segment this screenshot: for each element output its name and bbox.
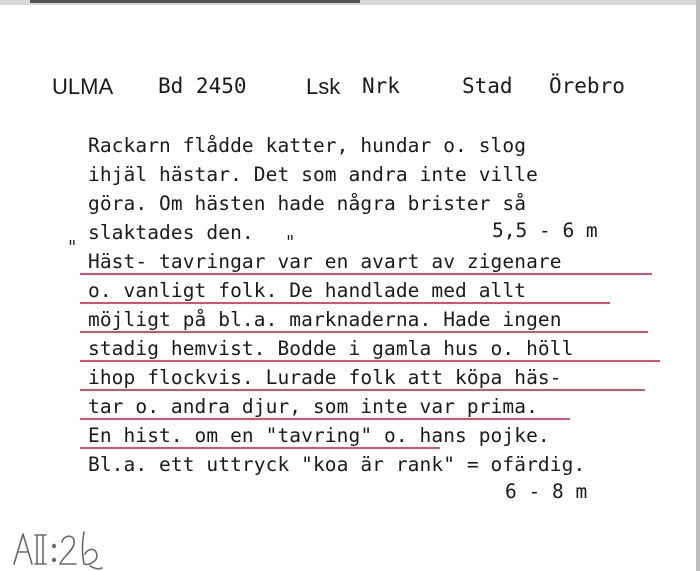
underline-2 [80, 302, 610, 304]
body-line-7: möjligt på bl.a. marknaderna. Hade ingen [88, 308, 562, 331]
underline-7 [80, 447, 440, 449]
body-line-4: slaktades den. [88, 221, 254, 244]
underline-6 [80, 418, 570, 420]
body-line-6: o. vanligt folk. De handlade med allt [88, 279, 527, 302]
handwritten-quote-mark-open: " [68, 237, 77, 258]
underline-1 [80, 273, 652, 275]
handwritten-catalogue-note [10, 526, 130, 571]
body-line-3: göra. Om hästen hade några brister så [88, 192, 527, 215]
body-line-5: Häst- tavringar var en avart av zigenare [88, 250, 562, 273]
body-line-8: stadig hemvist. Bodde i gamla hus o. höll [88, 337, 574, 360]
body-line-9: ihop flockvis. Lurade folk att köpa häs- [88, 366, 562, 389]
body-line-2: ihjäl hästar. Det som andra inte ville [88, 163, 538, 186]
underline-4 [80, 360, 660, 362]
landskap-label: Lsk [306, 74, 341, 99]
place-label: Stad [462, 74, 513, 98]
underline-5 [80, 389, 645, 391]
body-line-12: Bl.a. ett uttryck "koa är rank" = ofärdig. [88, 453, 586, 476]
archive-code: ULMA [52, 74, 114, 99]
length-range-2: 6 - 8 m [505, 480, 588, 503]
body-line-11: En hist. om en "tavring" o. hans pojke. [88, 424, 550, 447]
body-line-10: tar o. andra djur, som inte var prima. [88, 395, 538, 418]
length-range-1: 5,5 - 6 m [492, 219, 598, 242]
card-right-edge [696, 0, 700, 571]
underline-3 [80, 331, 648, 333]
handwritten-quote-mark-close: " [286, 232, 295, 253]
volume-number: Bd 2450 [158, 74, 247, 98]
body-line-1: Rackarn flådde katter, hundar o. slog [88, 134, 527, 157]
card-top-shadow [30, 0, 360, 3]
place-value: Örebro [549, 74, 625, 98]
landskap-value: Nrk [362, 74, 400, 98]
